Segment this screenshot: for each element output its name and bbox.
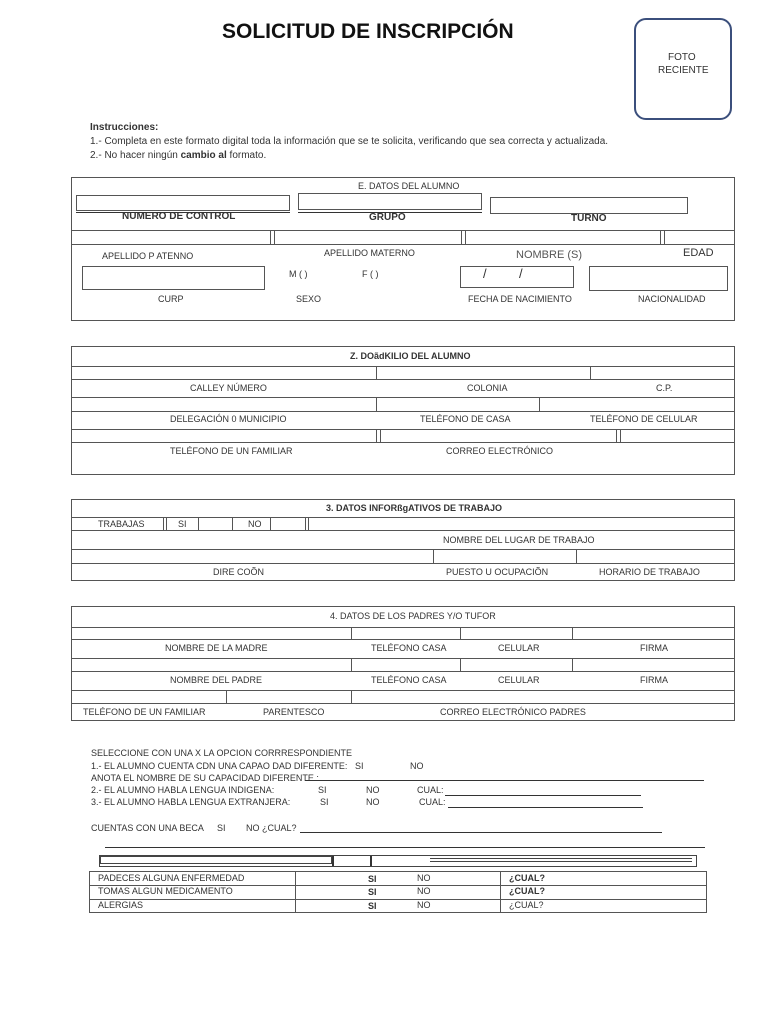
capacidad-line[interactable] — [305, 780, 704, 781]
beca-question: CUENTAS CON UNA BECA — [91, 823, 204, 833]
health-row-2-si[interactable]: SI — [368, 887, 377, 897]
turno-label: TURNO — [571, 213, 607, 224]
health-row-3-no[interactable]: NO — [417, 900, 431, 910]
padre-firma-label: FIRMA — [640, 675, 668, 685]
divider-bar — [99, 855, 697, 867]
tel-casa-label: TELÉFONO DE CASA — [420, 414, 511, 424]
horario-label: HORARIO DE TRABAJO — [599, 567, 700, 577]
correo-padres-label: CORREO ELECTRÓNICO PADRES — [440, 707, 586, 717]
madre-tel-casa-label: TELÉFONO CASA — [371, 643, 447, 653]
madre-firma-label: FIRMA — [640, 643, 668, 653]
calle-label: CALLEY NÚMERO — [190, 383, 267, 393]
q2-cual-label: CUAL: — [417, 785, 444, 795]
parentesco-label: PARENTESCO — [263, 707, 325, 717]
curp-field[interactable] — [82, 266, 265, 290]
beca-no-option[interactable]: NO ¿CUAL? — [246, 823, 297, 833]
curp-label: CURP — [158, 294, 184, 304]
q1-si-option[interactable]: SI — [355, 761, 364, 771]
health-row-3-si[interactable]: SI — [368, 901, 377, 911]
delegacion-label: DELEGACIÓN 0 MUNICIPIO — [170, 414, 287, 424]
instructions-item-1: 1.- Completa en este formato digital toda la información que se te solicita, verificando que sea correcta y actualizada. — [90, 136, 609, 147]
health-row-2-cual: ¿CUAL? — [509, 886, 545, 896]
nacionalidad-label: NACIONALIDAD — [638, 294, 706, 304]
padre-celular-label: CELULAR — [498, 675, 540, 685]
madre-label: NOMBRE DE LA MADRE — [165, 643, 268, 653]
health-row-1-label: PADECES ALGUNA ENFERMEDAD — [98, 873, 245, 883]
tel-celular-label: TELÉFONO DE CELULAR — [590, 414, 698, 424]
control-number-field[interactable] — [76, 195, 290, 211]
health-row-3-label: ALERGIAS — [98, 900, 144, 910]
madre-celular-label: CELULAR — [498, 643, 540, 653]
q2-si-option[interactable]: SI — [318, 785, 327, 795]
health-row-2-no[interactable]: NO — [417, 886, 431, 896]
control-number-label: NUMERO DE CONTROL — [122, 211, 236, 222]
direccion-trabajo-label: DIRE COÕN — [213, 567, 265, 577]
section-3-title: 3. DATOS INFORßgATIVOS DE TRABAJO — [326, 503, 503, 513]
sexo-f-option[interactable]: F ( ) — [362, 269, 379, 279]
instructions-item-2 — [90, 150, 266, 161]
grupo-field[interactable] — [298, 193, 482, 210]
colonia-label: COLONIA — [467, 383, 508, 393]
trabajas-label: TRABAJAS — [98, 519, 145, 529]
question-1-name: ANOTA EL NOMBRE DE SU CAPACIDAD DIFERENTE : — [91, 773, 319, 783]
questions-intro: SELECCIONE CON UNA X LA OPCION CORRRESPONDIENTE — [91, 748, 353, 758]
q3-no-option[interactable]: NO — [366, 797, 380, 807]
health-row-1-cual: ¿CUAL? — [509, 873, 545, 883]
puesto-label: PUESTO U OCUPACIÕN — [446, 567, 549, 577]
q2-cual-line[interactable] — [445, 795, 641, 796]
edad-label: EDAD — [683, 247, 714, 259]
sexo-m-option[interactable]: M ( ) — [289, 269, 308, 279]
photo-label-1: FOTO — [668, 52, 696, 63]
question-1: 1.- EL ALUMNO CUENTA CDN UNA CAPAO DAD DIFERENTE: — [91, 761, 348, 771]
familiar-tel-label: TELÉFONO DE UN FAMILIAR — [83, 707, 206, 717]
section-1-title: E. DATOS DEL ALUMNO — [358, 181, 460, 191]
padre-label: NOMBRE DEL PADRE — [170, 675, 263, 685]
photo-label-2: RECIENTE — [658, 65, 709, 76]
question-2: 2.- EL ALUMNO HABLA LENGUA INDIGENA: — [91, 785, 275, 795]
nombre-label: NOMBRE (S) — [516, 249, 582, 261]
fecha-label: FECHA DE NACIMIENTO — [468, 294, 572, 304]
tel-familiar-label: TELÉFONO DE UN FAMILIAR — [170, 446, 293, 456]
date-separator-2: / — [519, 266, 523, 281]
health-row-1-no[interactable]: NO — [417, 873, 431, 883]
apellido-paterno-label: APELLIDO P ATENNO — [102, 251, 194, 261]
beca-cual-line[interactable] — [300, 832, 662, 833]
cp-label: C.P. — [656, 383, 673, 393]
section-4-title: 4. DATOS DE LOS PADRES Y/O TUFOR — [330, 611, 496, 621]
q3-si-option[interactable]: SI — [320, 797, 329, 807]
health-row-3-cual: ¿CUAL? — [509, 900, 544, 910]
correo-label: CORREO ELECTRÓNICO — [446, 446, 554, 456]
turno-field[interactable] — [490, 197, 688, 214]
health-row-2-label: TOMAS ALGUN MEDICAMENTO — [98, 886, 233, 896]
page-title: SOLICITUD DE INSCRIPCIÓN — [222, 20, 514, 43]
q1-no-option[interactable]: NO — [410, 761, 424, 771]
q2-no-option[interactable]: NO — [366, 785, 380, 795]
grupo-label: GRUPO — [369, 212, 406, 223]
nacionalidad-field[interactable] — [589, 266, 728, 291]
q3-cual-line[interactable] — [448, 807, 643, 808]
question-3: 3.- EL ALUMNO HABLA LENGUA EXTRANJERA: — [91, 797, 291, 807]
instructions-item-2-pre: 2.- No hacer ningún — [90, 150, 181, 161]
q3-cual-label: CUAL: — [419, 797, 446, 807]
sexo-label: SEXO — [296, 294, 322, 304]
birthdate-field[interactable] — [460, 266, 574, 288]
apellido-materno-label: APELLIDO MATERNO — [324, 248, 415, 258]
date-separator-1: / — [483, 266, 487, 281]
trabajas-no-option[interactable]: NO — [248, 519, 262, 529]
lugar-trabajo-label: NOMBRE DEL LUGAR DE TRABAJO — [443, 535, 595, 545]
health-row-1-si[interactable]: SI — [368, 874, 377, 884]
instructions-heading: Instrucciones: — [90, 122, 159, 133]
instructions-item-2-bold: cambio al — [180, 150, 227, 161]
trabajas-si-option[interactable]: SI — [178, 519, 187, 529]
beca-si-option[interactable]: SI — [217, 823, 226, 833]
instructions-item-2-post: formato. — [226, 150, 267, 161]
section-2-title: Z. DOãdKILIO DEL ALUMNO — [350, 351, 471, 361]
photo-box — [634, 18, 732, 120]
padre-tel-casa-label: TELÉFONO CASA — [371, 675, 447, 685]
